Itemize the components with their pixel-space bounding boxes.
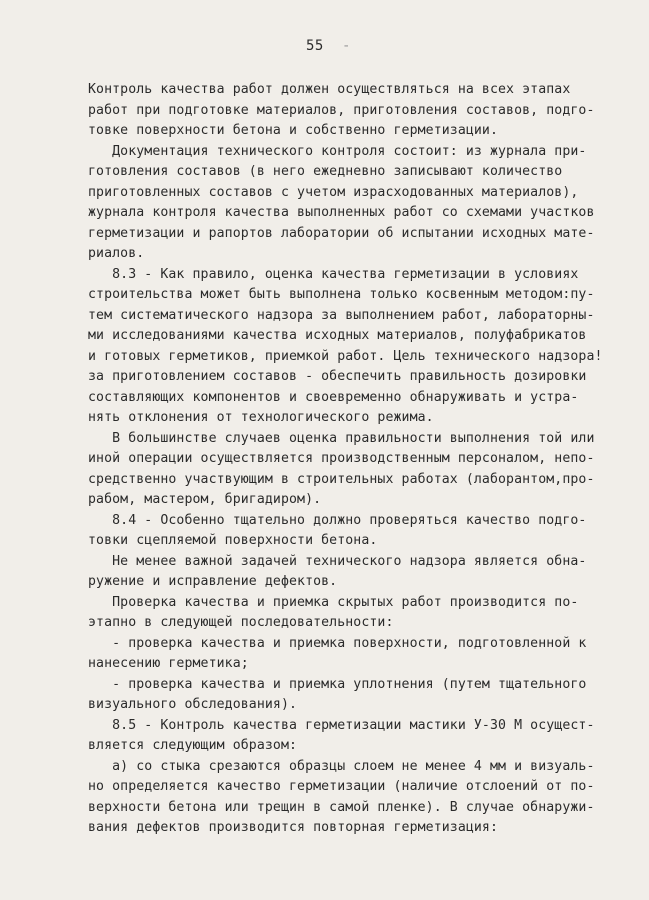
text-line: Документация технического контроля состоит: из журнала при- xyxy=(88,143,587,159)
text-line: иной операции осуществляется производственным персоналом, непо- xyxy=(88,451,595,466)
text-line: верхности бетона или трещин в самой пленке). В случае обнаружи- xyxy=(88,799,595,815)
text-line: ми исследованиями качества исходных материалов, полуфабрикатов xyxy=(88,328,587,343)
text-line: и готовых герметиков, приемкой работ. Цель технического надзора! xyxy=(88,348,603,364)
text-line: Контроль качества работ должен осуществляться на всех этапах xyxy=(88,82,571,97)
text-line: 8.5 - Контроль качества герметизации мастики У-30 М осущест- xyxy=(88,717,595,733)
text-line: приготовленных составов с учетом израсходованных материалов), xyxy=(88,184,579,200)
text-line: но определяется качество герметизации (наличие отслоений от по- xyxy=(88,779,595,794)
text-line: визуального обследования). xyxy=(88,697,298,712)
text-line: вляется следующим образом: xyxy=(88,738,298,753)
text-line: нанесению герметика; xyxy=(88,656,249,671)
page-number-value: 55 xyxy=(306,38,324,54)
text-line: журнала контроля качества выполненных работ со схемами участков xyxy=(88,205,595,220)
text-line: товке поверхности бетона и собственно герметизации. xyxy=(88,123,499,138)
text-line: этапно в следующей последовательности: xyxy=(88,615,394,630)
text-line: товки сцепляемой поверхности бетона. xyxy=(88,533,378,548)
text-line: готовления составов (в него ежедневно записывают количество xyxy=(88,164,563,179)
text-line: нять отклонения от технологического режима. xyxy=(88,410,434,425)
text-line: вания дефектов производится повторная герметизация: xyxy=(88,820,499,835)
text-line: за приготовлением составов - обеспечить правильность дозировки xyxy=(88,369,587,384)
body-text xyxy=(88,80,608,839)
text-line: а) со стыка срезаются образцы слоем не менее 4 мм и визуаль- xyxy=(88,758,595,774)
text-line: 8.3 - Как правило, оценка качества герметизации в условиях xyxy=(88,266,579,282)
text-line: - проверка качества и приемка поверхности, подготовленной к xyxy=(88,635,587,651)
text-line: ружение и исправление дефектов. xyxy=(88,574,338,589)
text-line: Не менее важной задачей технического надзора является обна- xyxy=(88,553,587,569)
text-line: строительства может быть выполнена только косвенным методом:пу- xyxy=(88,287,595,302)
text-line: риалов. xyxy=(88,246,145,261)
text-line: 8.4 - Особенно тщательно должно проверяться качество подго- xyxy=(88,512,587,528)
text-line: тем систематического надзора за выполнением работ, лабораторны- xyxy=(88,307,595,323)
page-number-mark: - xyxy=(342,38,351,54)
text-line: составляющих компонентов и своевременно обнаруживать и устра- xyxy=(88,389,579,405)
text-line: рабом, мастером, бригадиром). xyxy=(88,492,322,507)
text-line: - проверка качества и приемка уплотнения (путем тщательного xyxy=(88,676,587,692)
text-line: Проверка качества и приемка скрытых работ производится по- xyxy=(88,594,579,610)
page-number xyxy=(306,38,351,54)
text-line: В большинстве случаев оценка правильности выполнения той или xyxy=(88,430,595,446)
text-line: средственно участвующим в строительных работах (лаборантом,про- xyxy=(88,471,595,487)
text-line: герметизации и рапортов лаборатории об испытании исходных мате- xyxy=(88,225,595,241)
text-line: работ при подготовке материалов, приготовления составов, подго- xyxy=(88,102,595,118)
